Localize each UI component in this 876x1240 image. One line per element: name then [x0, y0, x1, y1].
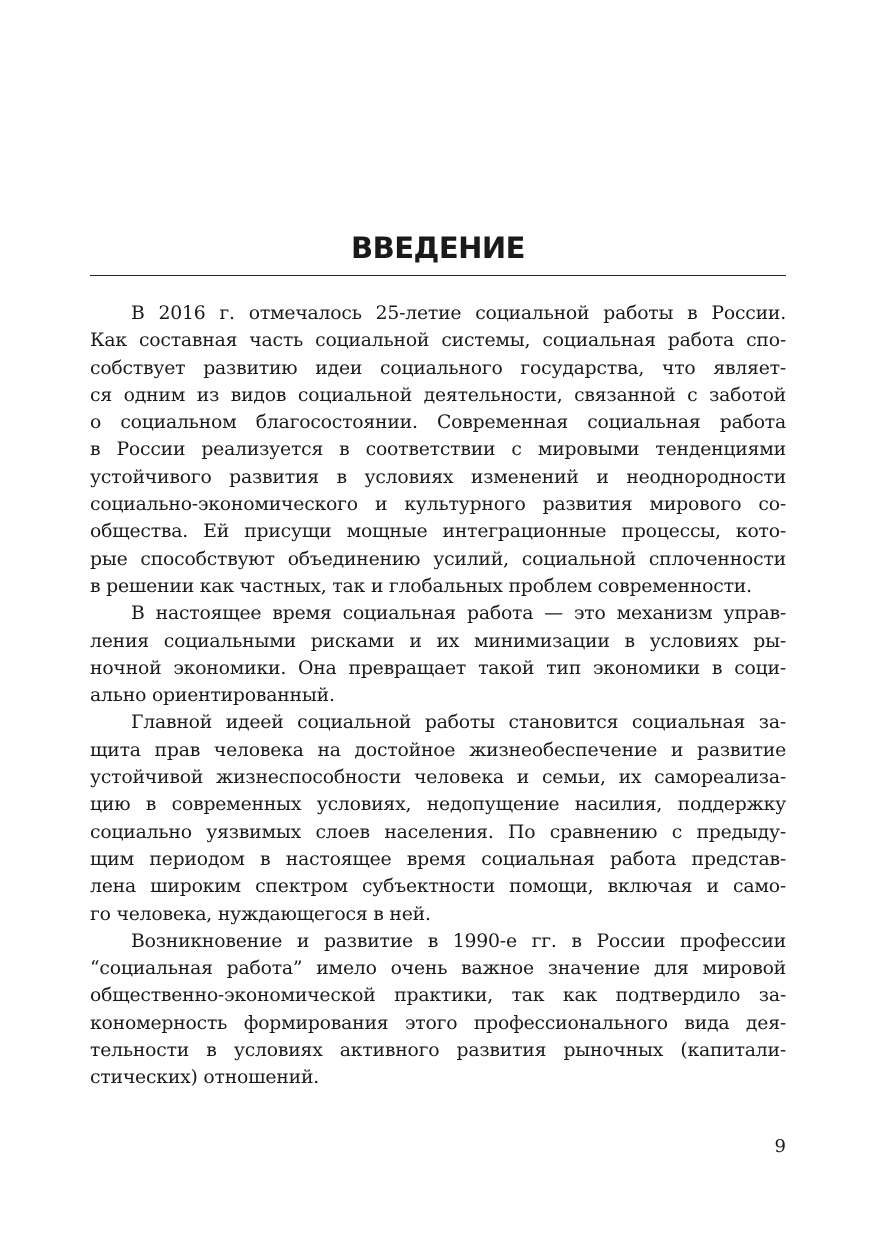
text-line: “социальная работа” имело очень важное значение для мировой	[90, 958, 786, 980]
text-line: Как составная часть социальной системы, социальная работа спо-	[90, 330, 786, 352]
text-line: в России реализуется в соответствии с мировыми тенденциями	[90, 439, 786, 461]
text-line: лена широким спектром субъектности помощи, включая и само-	[90, 876, 786, 898]
text-line: стических) отношений.	[90, 1067, 320, 1089]
text-line: общества. Ей присущи мощные интеграционные процессы, кото-	[90, 521, 786, 543]
text-line: Главной идеей социальной работы становится социальная за-	[131, 712, 786, 734]
text-line: социально-экономического и культурного развития мирового со-	[90, 494, 786, 516]
text-line: В 2016 г. отмечалось 25-летие социальной работы в России.	[131, 303, 786, 324]
text-line: го человека, нуждающегося в ней.	[90, 903, 431, 925]
title-underline-rule	[90, 275, 786, 276]
text-line: устойчивого развития в условиях изменений и неоднородности	[90, 466, 786, 488]
text-line: собствует развитию идеи социального государства, что являет-	[90, 357, 786, 379]
text-line: цию в современных условиях, недопущение насилия, поддержку	[90, 794, 786, 816]
paragraph-4	[90, 928, 786, 1092]
text-line: ночной экономики. Она превращает такой тип экономики в соци-	[90, 657, 786, 679]
text-line: общественно-экономической практики, так как подтвердило за-	[90, 985, 786, 1007]
body-text	[90, 300, 786, 1092]
text-line: тельности в условиях активного развития рыночных (капитали-	[90, 1040, 786, 1062]
text-line: устойчивой жизнеспособности человека и семьи, их самореализа-	[90, 767, 786, 789]
text-line: кономерность формирования этого профессионального вида дея-	[90, 1012, 786, 1034]
paragraph-3	[90, 709, 786, 927]
text-line: ально ориентированный.	[90, 685, 335, 707]
text-line: ления социальными рисками и их минимизации в условиях ры-	[90, 630, 786, 652]
text-line: щита прав человека на достойное жизнеобеспечение и развитие	[90, 739, 786, 761]
text-line: социально уязвимых слоев населения. По сравнению с предыду-	[90, 821, 786, 843]
paragraph-1	[90, 300, 786, 600]
text-line: Возникновение и развитие в 1990-е гг. в России профессии	[131, 930, 786, 952]
text-line: ся одним из видов социальной деятельности, связанной с заботой	[90, 384, 786, 406]
paragraph-2	[90, 600, 786, 709]
text-line: в решении как частных, так и глобальных проблем современности.	[90, 575, 752, 597]
chapter-title: ВВЕДЕНИЕ	[350, 231, 525, 265]
page-number: 9	[774, 1136, 786, 1157]
text-line: щим периодом в настоящее время социальная работа представ-	[90, 848, 786, 870]
text-line: рые способствуют объединению усилий, социальной сплоченности	[90, 548, 786, 570]
text-line: о социальном благосостоянии. Современная социальная работа	[90, 412, 786, 434]
text-line: В настоящее время социальная работа — это механизм управ-	[131, 603, 786, 625]
